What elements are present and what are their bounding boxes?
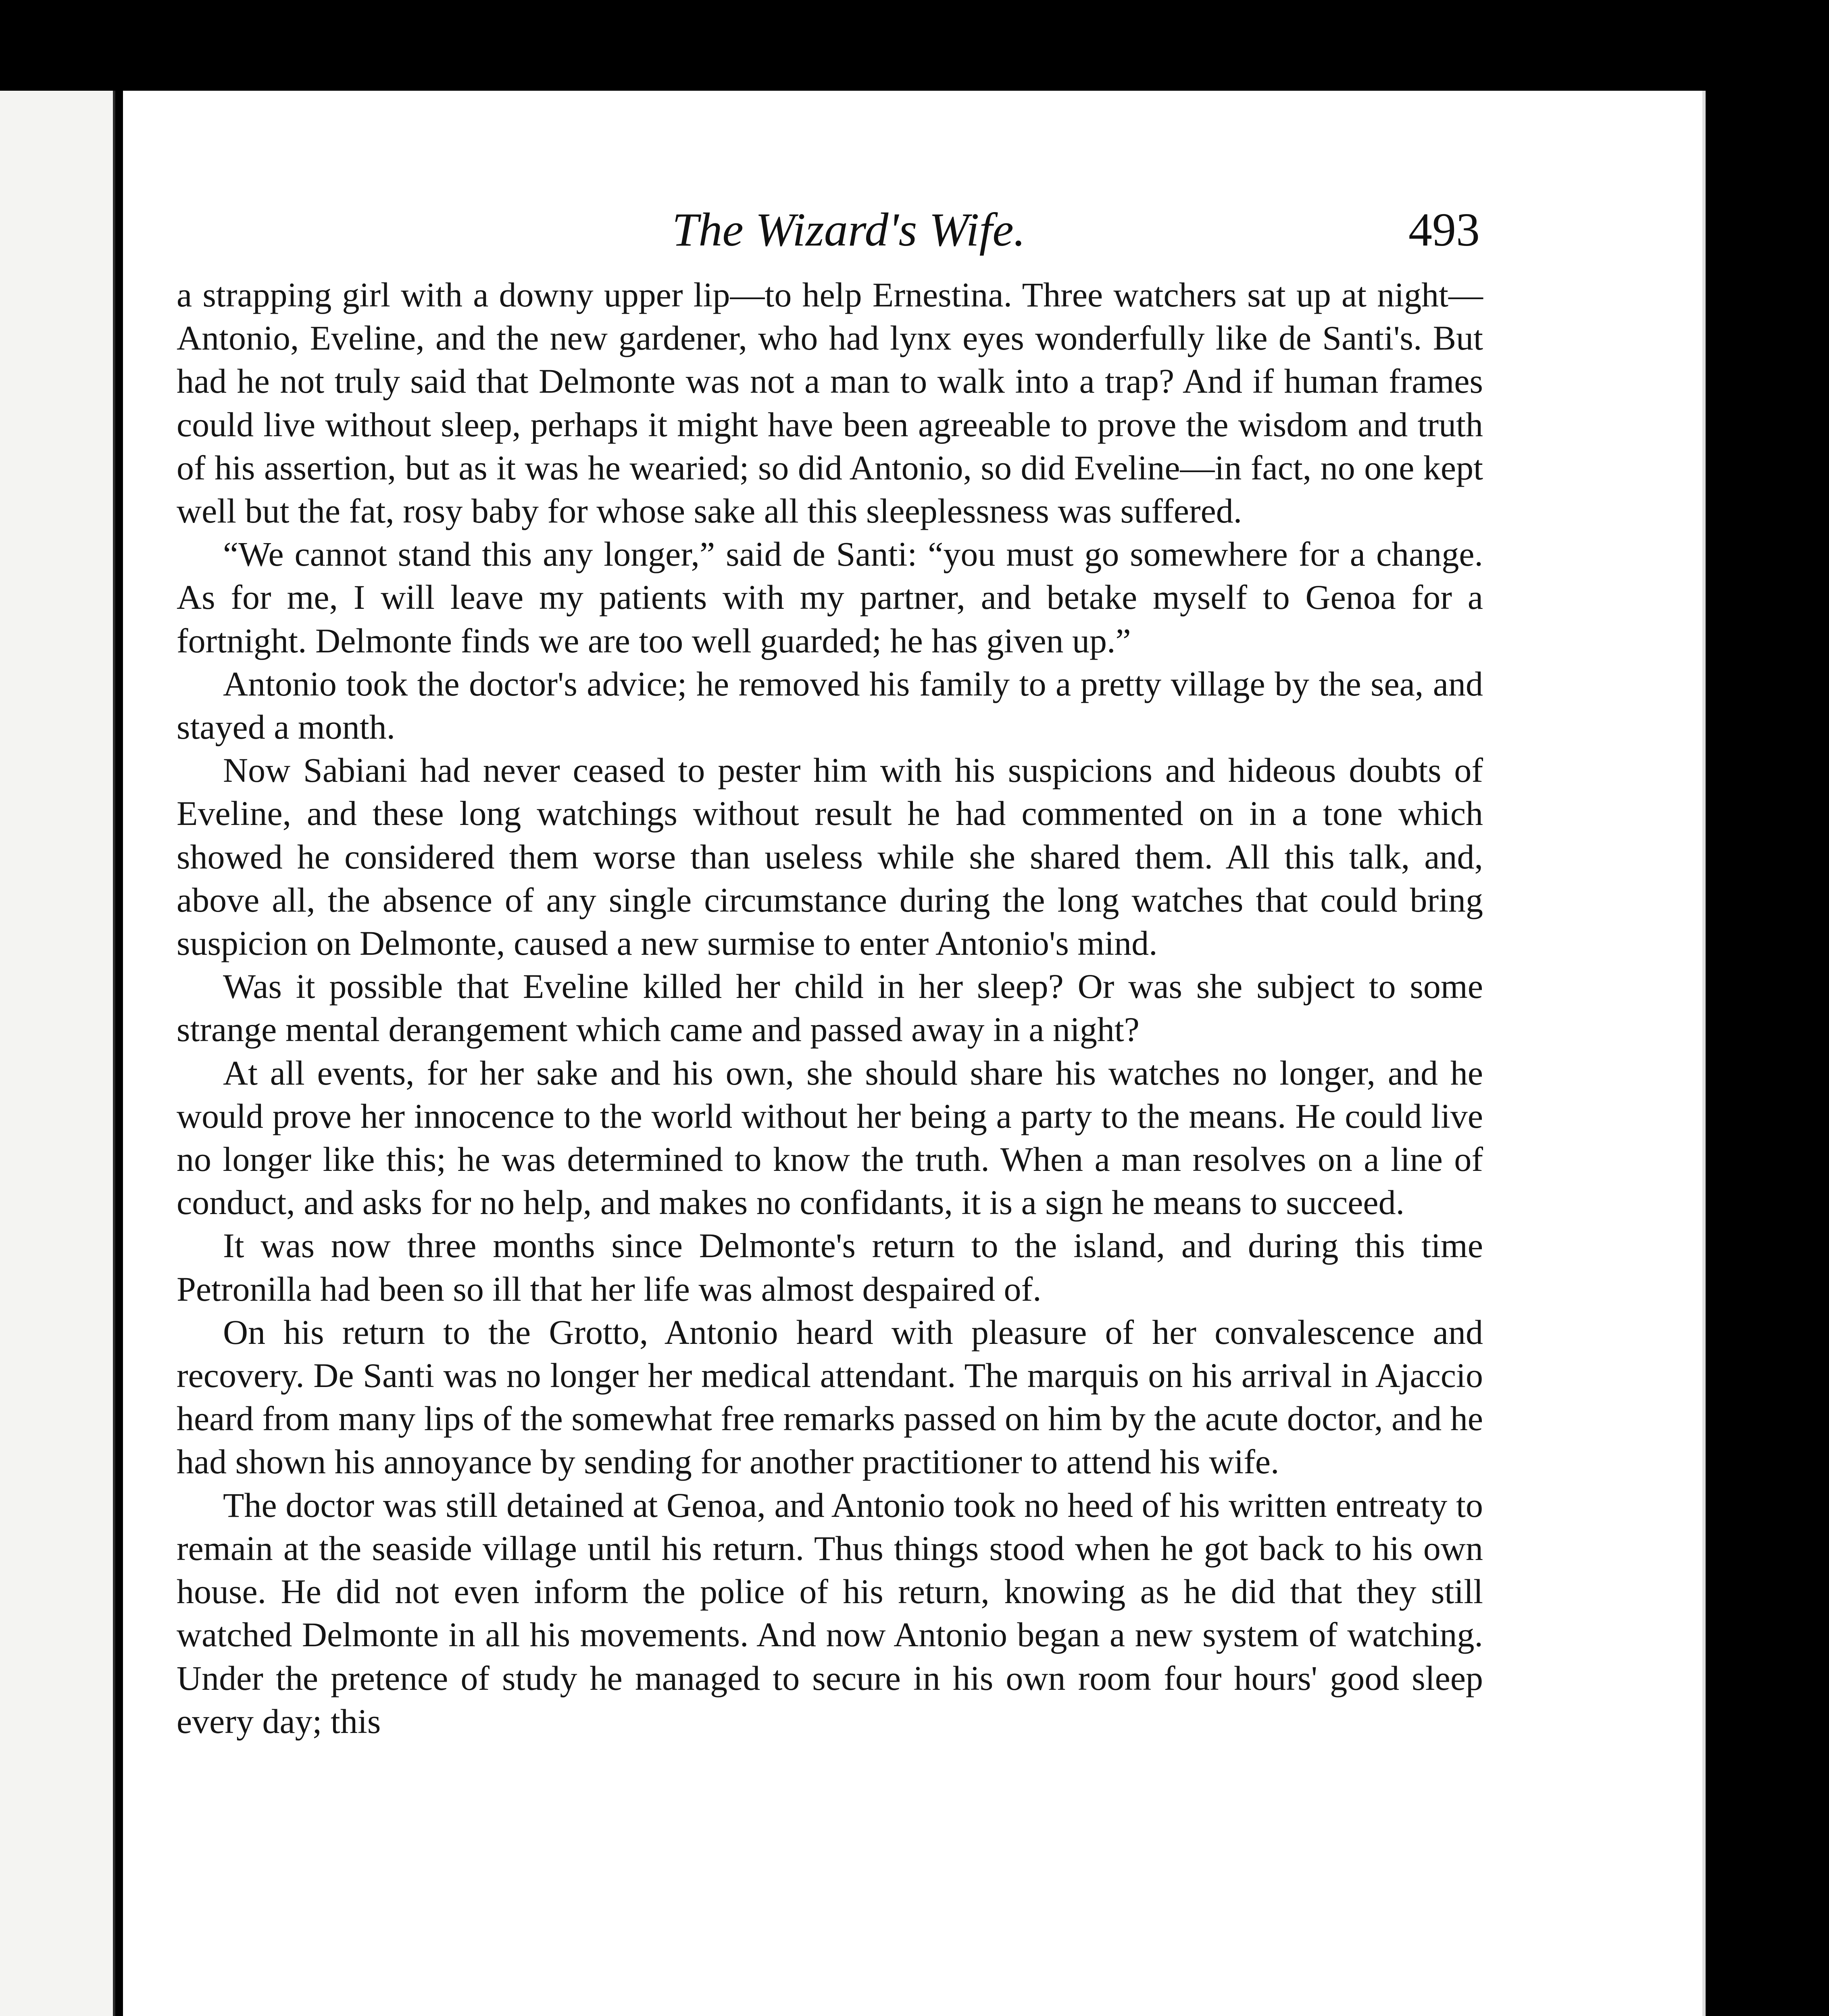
paragraph-2: “We cannot stand this any longer,” said de Santi: “you must go somewhere for a change. As for me, I will leave my patients with my partner, and betake myself to Genoa for a fortnight. Delmonte finds we are too well guarded; he has given up.” bbox=[177, 535, 1483, 660]
paragraph-5: Was it possible that Eveline killed her child in her sleep? Or was she subject to some strange mental derangement which came and passed away in a night? bbox=[177, 967, 1483, 1049]
body-text bbox=[177, 273, 1483, 1743]
running-head bbox=[177, 192, 1480, 268]
paragraph-3: Antonio took the doctor's advice; he removed his family to a pretty village by the sea, and stayed a month. bbox=[177, 664, 1483, 747]
facing-page-edge bbox=[0, 91, 115, 2016]
paragraph-4: Now Sabiani had never ceased to pester him with his suspicions and hideous doubts of Eveline, and these long watchings without result he had commented on in a tone which showed he considered them worse than useless while she shared them. All this talk, and, above all, the absence of any single circumstance during the long watches that could bring suspicion on Delmonte, caused a new surmise to enter Antonio's mind. bbox=[177, 751, 1483, 963]
paragraph-7: It was now three months since Delmonte's return to the island, and during this time Petronilla had been so ill that her life was almost despaired of. bbox=[177, 1226, 1483, 1308]
paragraph-8: On his return to the Grotto, Antonio heard with pleasure of her convalescence and recovery. De Santi was no longer her medical attendant. The marquis on his arrival in Ajaccio heard from many lips of the somewhat free remarks passed on him by the acute doctor, and he had shown his annoyance by sending for another practitioner to attend his wife. bbox=[177, 1312, 1483, 1481]
paragraph-9: The doctor was still detained at Genoa, and Antonio took no heed of his written entreaty to remain at the seaside village until his return. Thus things stood when he got back to his own house. He did not even inform the police of his return, knowing as he did that they still watched Delmonte in all his movements. And now Antonio began a new system of watching. Under the pretence of study he managed to secure in his own room four hours' good sleep every day; this bbox=[177, 1485, 1483, 1741]
paragraph-1: a strapping girl with a downy upper lip—to help Ernestina. Three watchers sat up at night—Antonio, Eveline, and the new gardener, who had lynx eyes wonderfully like de Santi's. But had he not truly said that Delmonte was not a man to walk into a trap? And if human frames could live without sleep, perhaps it might have been agreeable to prove the wisdom and truth of his assertion, but as it was he wearied; so did Antonio, so did Eveline—in fact, no one kept well but the fat, rosy baby for whose sake all this sleeplessness was suffered. bbox=[177, 275, 1483, 531]
page-number: 493 bbox=[1408, 203, 1480, 256]
paragraph-6: At all events, for her sake and his own, she should share his watches no longer, and he would prove her innocence to the world without her being a party to the means. He could live no longer like this; he was determined to know the truth. When a man resolves on a line of conduct, and asks for no help, and makes no confidants, it is a sign he means to succeed. bbox=[177, 1053, 1483, 1222]
running-head-title: The Wizard's Wife. bbox=[672, 203, 1026, 256]
